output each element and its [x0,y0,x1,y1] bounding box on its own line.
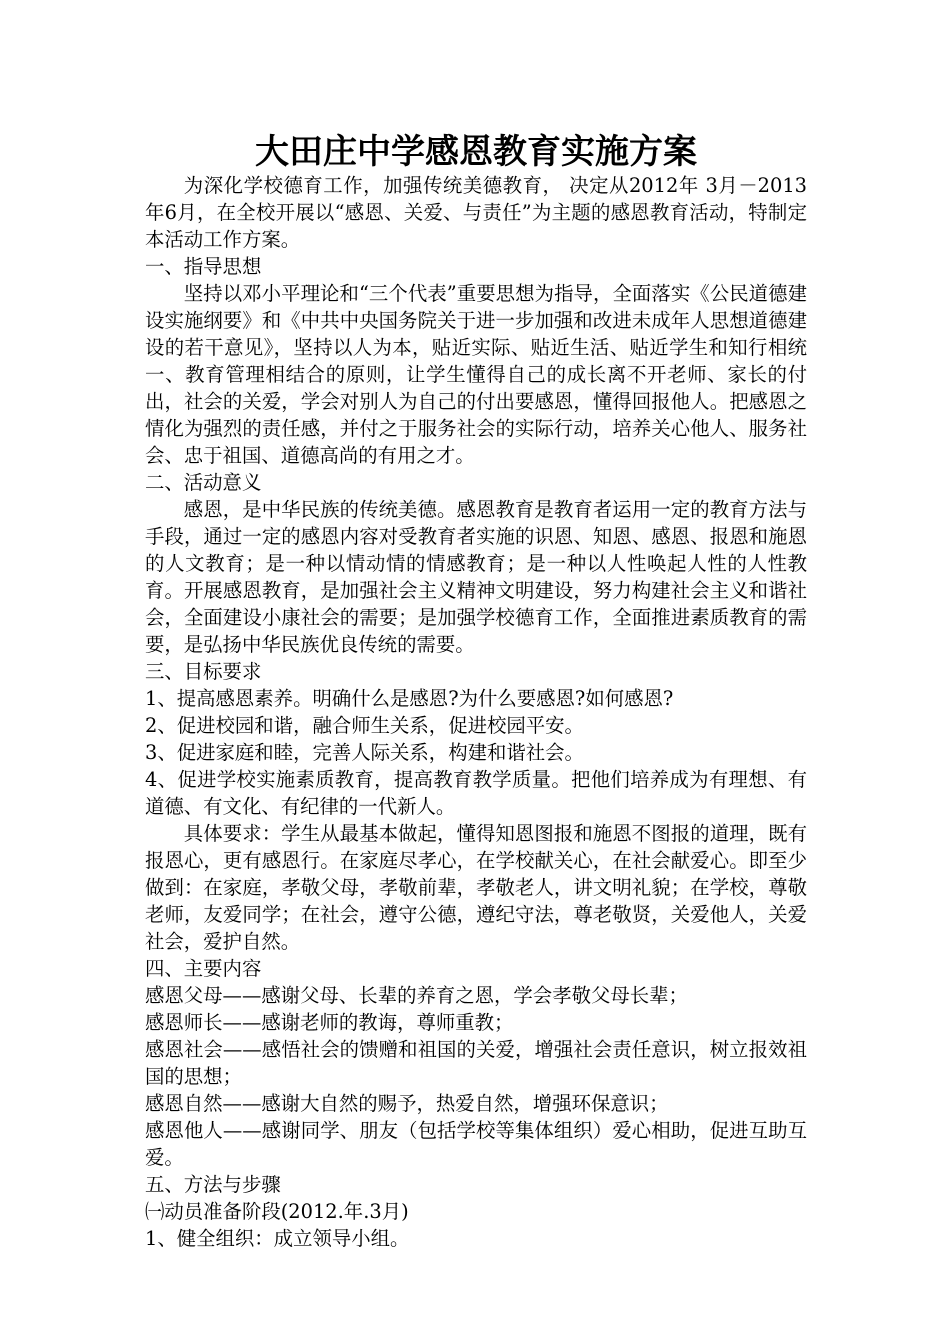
section-heading-goals: 三、目标要求 [145,660,262,683]
goal-item-4: 4、促进学校实施素质教育，提高教育教学质量。把他们培养成为有理想、有道德、有文化、有纪律的一代新人。 [145,768,807,818]
goal-item-3: 3、促进家庭和睦，完善人际关系，构建和谐社会。 [145,741,584,764]
content-item-teachers: 感恩师长——感谢老师的教诲，尊师重教； [145,1011,514,1034]
content-item-parents: 感恩父母——感谢父母、长辈的养育之恩，学会孝敬父母长辈； [145,984,688,1007]
section-heading-content: 四、主要内容 [145,957,262,980]
intro-paragraph: 为深化学校德育工作，加强传统美德教育， 决定从2012年 3月－2013年6月，在全校开展以“感恩、关爱、与责任”为主题的感恩教育活动，特制定本活动工作方案。 [145,174,807,251]
section-heading-methods: 五、方法与步骤 [145,1173,281,1196]
document-page [145,132,807,1252]
goal-item-1: 1、提高感恩素养。明确什么是感恩?为什么要感恩?如何感恩? [145,687,674,710]
content-item-others: 感恩他人——感谢同学、朋友（包括学校等集体组织）爱心相助，促进互助互爱。 [145,1119,807,1169]
section-heading-guiding-ideology: 一、指导思想 [145,255,262,278]
stage-heading-preparation: ㈠动员准备阶段(2012.年.3月) [145,1200,409,1223]
content-item-nature: 感恩自然——感谢大自然的赐予，热爱自然，增强环保意识； [145,1092,669,1115]
guiding-ideology-paragraph: 坚持以邓小平理论和“三个代表”重要思想为指导，全面落实《公民道德建设实施纲要》和《中共中央国务院关于进一步加强和改进未成年人思想道德建设的若干意见》，坚持以人为本，贴近实际、贴近生活、贴近学生和知行相统一、教育管理相结合的原则，让学生懂得自己的成长离不开老师、家长的付出，社会的关爱，学会对别人为自己的付出要感恩，懂得回报他人。把感恩之情化为强烈的责任感，并付之于服务社会的实际行动，培养关心他人、服务社会、忠于祖国、道德高尚的有用之才。 [145,282,807,467]
content-item-society: 感恩社会——感悟社会的馈赠和祖国的关爱，增强社会责任意识，树立报效祖国的思想； [145,1038,807,1088]
stage-item-1: 1、健全组织：成立领导小组。 [145,1227,410,1250]
section-heading-significance: 二、活动意义 [145,471,262,494]
specific-requirements-paragraph: 具体要求：学生从最基本做起，懂得知恩图报和施恩不图报的道理，既有报恩心，更有感恩行。在家庭尽孝心，在学校献关心，在社会献爱心。即至少做到：在家庭，孝敬父母，孝敬前辈，孝敬老人，讲文明礼貌；在学校，尊敬老师，友爱同学；在社会，遵守公德，遵纪守法，尊老敬贤，关爱他人，关爱社会，爱护自然。 [145,822,807,953]
goal-item-2: 2、促进校园和谐，融合师生关系，促进校园平安。 [145,714,584,737]
document-title: 大田庄中学感恩教育实施方案 [255,132,697,172]
significance-paragraph: 感恩，是中华民族的传统美德。感恩教育是教育者运用一定的教育方法与手段，通过一定的感恩内容对受教育者实施的识恩、知恩、感恩、报恩和施恩的人文教育；是一种以情动情的情感教育；是一种以人性唤起人性的人性教育。开展感恩教育，是加强社会主义精神文明建设，努力构建社会主义和谐社会，全面建设小康社会的需要；是加强学校德育工作，全面推进素质教育的需要，是弘扬中华民族优良传统的需要。 [145,498,807,656]
